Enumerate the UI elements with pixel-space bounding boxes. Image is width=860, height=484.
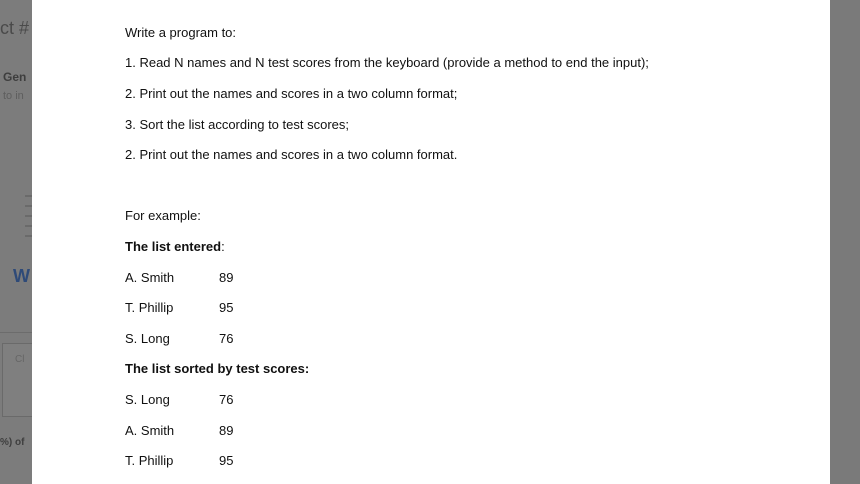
list-item xyxy=(125,453,233,469)
step-4: 2. Print out the names and scores in a two column format. xyxy=(125,147,458,162)
list-item xyxy=(125,300,233,316)
student-score: 89 xyxy=(219,423,234,438)
student-name: A. Smith xyxy=(125,423,175,438)
background-subtitle: Gen xyxy=(3,70,27,84)
intro-text: Write a program to: xyxy=(125,25,237,40)
student-score: 95 xyxy=(219,300,234,315)
background-divider xyxy=(0,332,32,333)
list-item xyxy=(125,331,233,347)
list-item xyxy=(125,270,233,286)
background-footer: %) of xyxy=(0,437,25,448)
example-label: For example: xyxy=(125,208,201,223)
document-viewer xyxy=(32,0,830,484)
student-score: 95 xyxy=(219,453,234,468)
background-title: ct # xyxy=(0,18,30,38)
background-page xyxy=(0,0,32,484)
student-score: 89 xyxy=(219,270,234,285)
entered-heading-text: The list entered xyxy=(125,239,222,254)
entered-heading-colon: : xyxy=(221,239,225,254)
student-name: S. Long xyxy=(125,331,170,346)
student-name: A. Smith xyxy=(125,270,175,285)
step-2: 2. Print out the names and scores in a two column format; xyxy=(125,86,458,101)
background-box-label: Cl xyxy=(15,354,25,365)
step-1: 1. Read N names and N test scores from the keyboard (provide a method to end the input); xyxy=(125,55,649,70)
background-box xyxy=(2,343,32,417)
student-name: S. Long xyxy=(125,392,170,407)
sorted-heading: The list sorted by test scores: xyxy=(125,361,310,376)
background-menu-icon xyxy=(25,195,32,245)
student-name: T. Phillip xyxy=(125,453,174,468)
background-page-right xyxy=(830,0,860,484)
student-name: T. Phillip xyxy=(125,300,174,315)
list-item xyxy=(125,423,233,439)
student-score: 76 xyxy=(219,392,234,407)
background-subtext: to in xyxy=(3,90,24,102)
list-item xyxy=(125,392,233,408)
step-3: 3. Sort the list according to test scores; xyxy=(125,117,349,132)
background-word-icon: W xyxy=(13,266,30,286)
entered-heading xyxy=(125,239,225,255)
student-score: 76 xyxy=(219,331,234,346)
